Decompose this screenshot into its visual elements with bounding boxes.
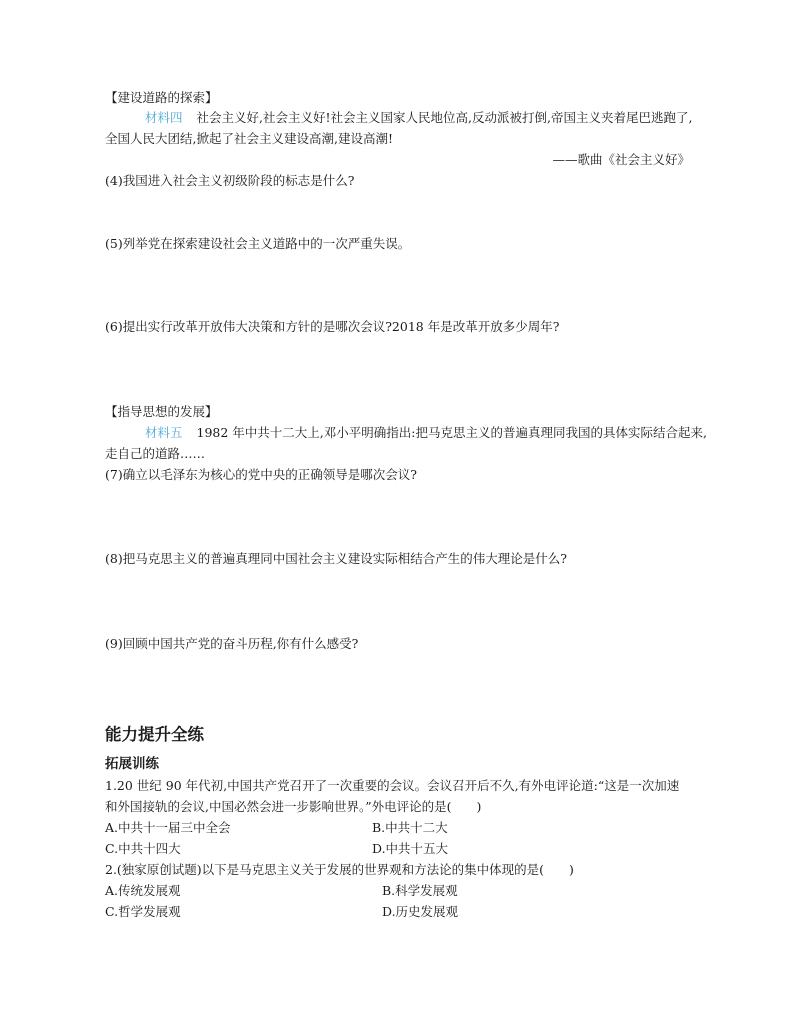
material-five-line1: 1982 年中共十二大上,邓小平明确指出:把马克思主义的普遍真理同我国的具体实际结合起来, — [196, 425, 707, 440]
section-heading-road-exploration: 【建设道路的探索】 — [105, 90, 218, 105]
question-9: (9)回顾中国共产党的奋斗历程,你有什么感受? — [105, 636, 359, 651]
material-four-line2: 全国人民大团结,掀起了社会主义建设高潮,建设高潮! — [105, 131, 393, 146]
practice-title: 能力提升全练 — [105, 725, 204, 744]
q2-option-c[interactable]: C.哲学发展观 — [105, 904, 181, 919]
mc-question-2: 2.(独家原创试题)以下是马克思主义关于发展的世界观和方法论的集中体现的是( ) — [105, 862, 574, 877]
question-7: (7)确立以毛泽东为核心的党中央的正确领导是哪次会议? — [105, 467, 417, 482]
q1-option-a[interactable]: A.中共十一届三中全会 — [105, 820, 231, 835]
q2-option-a[interactable]: A.传统发展观 — [105, 883, 181, 898]
mc-question-1-line1: 1.20 世纪 90 年代初,中国共产党召开了一次重要的会议。会议召开后不久,有外电评论道:“这是一次加速 — [105, 778, 680, 793]
material-four-line1: 社会主义好,社会主义好!社会主义国家人民地位高,反动派被打倒,帝国主义夹着尾巴逃跑了, — [196, 110, 693, 125]
material-four-paragraph — [145, 110, 692, 126]
material-five-line2: 走自己的道路…… — [105, 446, 206, 461]
material-four-source: ——歌曲《社会主义好》 — [552, 152, 690, 167]
q2-option-d[interactable]: D.历史发展观 — [382, 904, 459, 919]
practice-subtitle: 拓展训练 — [105, 756, 159, 772]
question-6: (6)提出实行改革开放伟大决策和方针的是哪次会议?2018 年是改革开放多少周年? — [105, 319, 560, 334]
mc-question-1-line2: 和外国接轨的会议,中国必然会进一步影响世界。”外电评论的是( ) — [105, 799, 482, 814]
q1-option-c[interactable]: C.中共十四大 — [105, 841, 181, 856]
q1-option-d[interactable]: D.中共十五大 — [372, 841, 449, 856]
material-five-label: 材料五 — [145, 425, 183, 440]
material-four-label: 材料四 — [145, 110, 183, 125]
q2-option-b[interactable]: B.科学发展观 — [382, 883, 458, 898]
question-5: (5)列举党在探索建设社会主义道路中的一次严重失误。 — [105, 236, 411, 251]
section-heading-guiding-thought: 【指导思想的发展】 — [105, 404, 218, 419]
q1-option-b[interactable]: B.中共十二大 — [372, 820, 448, 835]
question-4: (4)我国进入社会主义初级阶段的标志是什么? — [105, 173, 355, 188]
material-five-paragraph — [145, 425, 707, 441]
question-8: (8)把马克思主义的普遍真理同中国社会主义建设实际相结合产生的伟大理论是什么? — [105, 551, 567, 566]
